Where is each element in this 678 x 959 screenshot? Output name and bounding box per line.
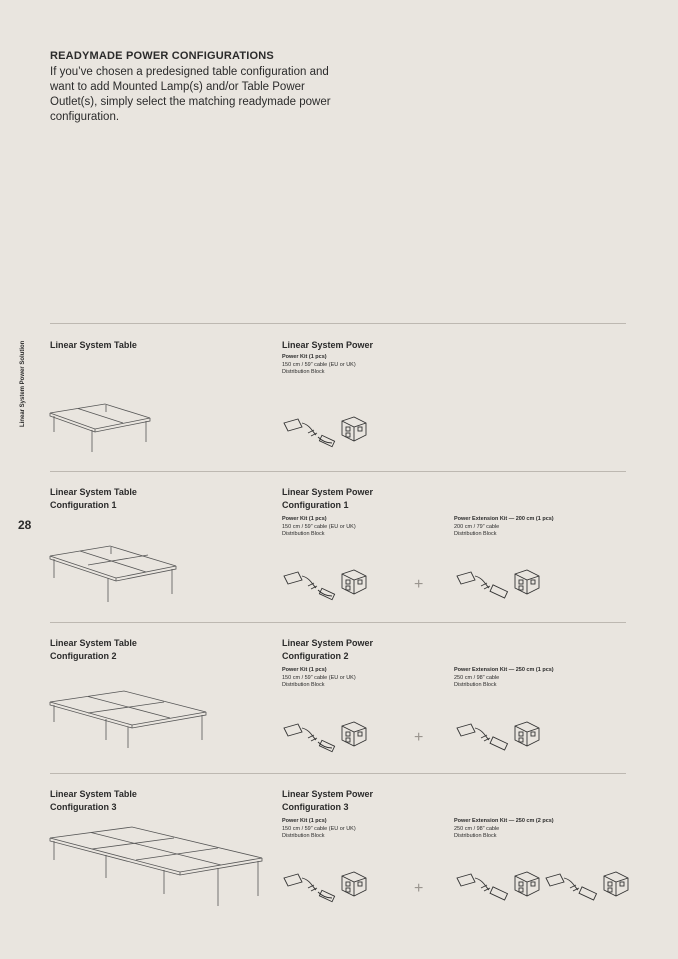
power-title: Linear System Power Configuration 3 (282, 789, 374, 812)
table-illustration (48, 544, 178, 606)
extension-kit-spec: Power Extension Kit — 250 cm (1 pcs) 250 cm / 98” cable Distribution Block (454, 667, 554, 688)
row-divider (50, 773, 626, 774)
power-kit-illustration (280, 413, 372, 453)
table-title: Linear System Table (50, 340, 137, 350)
plus-sign: + (414, 729, 424, 746)
power-kit-spec: Power Kit (1 pcs) 150 cm / 59” cable (EU or UK) Distribution Block (282, 516, 356, 537)
side-section-label: Linear System Power Solution (20, 340, 26, 427)
power-kit-illustration (280, 868, 372, 908)
plus-sign: + (414, 576, 424, 593)
row-divider (50, 622, 626, 623)
table-title: Linear System Table Configuration 3 (50, 789, 137, 812)
power-kit-illustration (280, 566, 372, 606)
power-kit-spec: Power Kit (1 pcs) 150 cm / 59” cable (EU or UK) Distribution Block (282, 354, 356, 375)
row-divider (50, 471, 626, 472)
extension-kit-illustration (453, 566, 545, 606)
extension-kit-spec: Power Extension Kit — 200 cm (1 pcs) 200 cm / 79” cable Distribution Block (454, 516, 554, 537)
power-title: Linear System Power Configuration 1 (282, 487, 374, 510)
row-divider (50, 323, 626, 324)
table-illustration (48, 826, 264, 910)
intro-body: If you’ve chosen a predesigned table configuration and want to add Mounted Lamp(s) and/or Table Power Outlet(s), simply select the matching readymade power configuration. (50, 66, 331, 123)
extension-kit-spec: Power Extension Kit — 250 cm (2 pcs) 250 cm / 98” cable Distribution Block (454, 818, 554, 839)
power-title: Linear System Power Configuration 2 (282, 638, 374, 661)
power-kit-spec: Power Kit (1 pcs) 150 cm / 59” cable (EU or UK) Distribution Block (282, 818, 356, 839)
extension-kit-illustration (453, 718, 545, 758)
table-illustration (48, 400, 152, 456)
intro-title: READYMADE POWER CONFIGURATIONS (50, 50, 274, 62)
power-title: Linear System Power (282, 340, 374, 350)
table-title: Linear System Table Configuration 2 (50, 638, 137, 661)
extension-kit-illustration (453, 868, 545, 908)
page-number: 28 (18, 518, 32, 532)
plus-sign: + (414, 880, 424, 897)
table-title: Linear System Table Configuration 1 (50, 487, 137, 510)
power-kit-illustration (280, 718, 372, 758)
extension-kit-illustration (542, 868, 634, 908)
table-illustration (48, 690, 208, 750)
power-kit-spec: Power Kit (1 pcs) 150 cm / 59” cable (EU or UK) Distribution Block (282, 667, 356, 688)
